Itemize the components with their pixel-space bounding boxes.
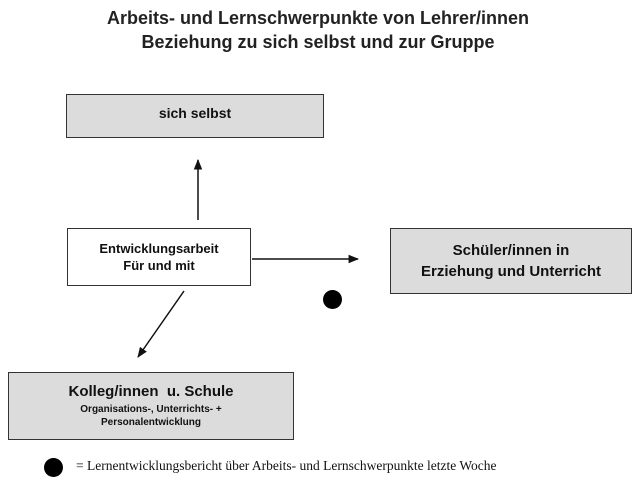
node-students-line2: Erziehung und Unterricht <box>421 263 601 280</box>
node-self <box>66 94 324 138</box>
node-colleagues-sub1: Organisations-, Unterrichts- + <box>80 404 222 415</box>
report-dot-marker <box>323 290 342 309</box>
node-colleagues <box>8 372 294 440</box>
node-development-line2: Für und mit <box>123 258 195 273</box>
arrow-to-colleagues <box>138 291 184 357</box>
diagram-subtitle: Beziehung zu sich selbst und zur Gruppe <box>141 32 495 52</box>
node-self-label: sich selbst <box>158 105 232 121</box>
diagram-title: Arbeits- und Lernschwerpunkte von Lehrer/innen <box>106 8 530 28</box>
node-colleagues-label: Kolleg/innen u. Schule <box>68 383 234 400</box>
node-development-line1: Entwicklungsarbeit <box>99 241 219 256</box>
node-students-line1: Schüler/innen in <box>452 242 570 259</box>
legend-text: = Lernentwicklungsbericht über Arbeits- und Lernschwerpunkte letzte Woche <box>76 458 497 473</box>
node-students <box>390 228 632 294</box>
legend-dot-icon <box>44 458 63 477</box>
node-development <box>67 228 251 286</box>
node-colleagues-sub2: Personalentwicklung <box>100 417 202 428</box>
